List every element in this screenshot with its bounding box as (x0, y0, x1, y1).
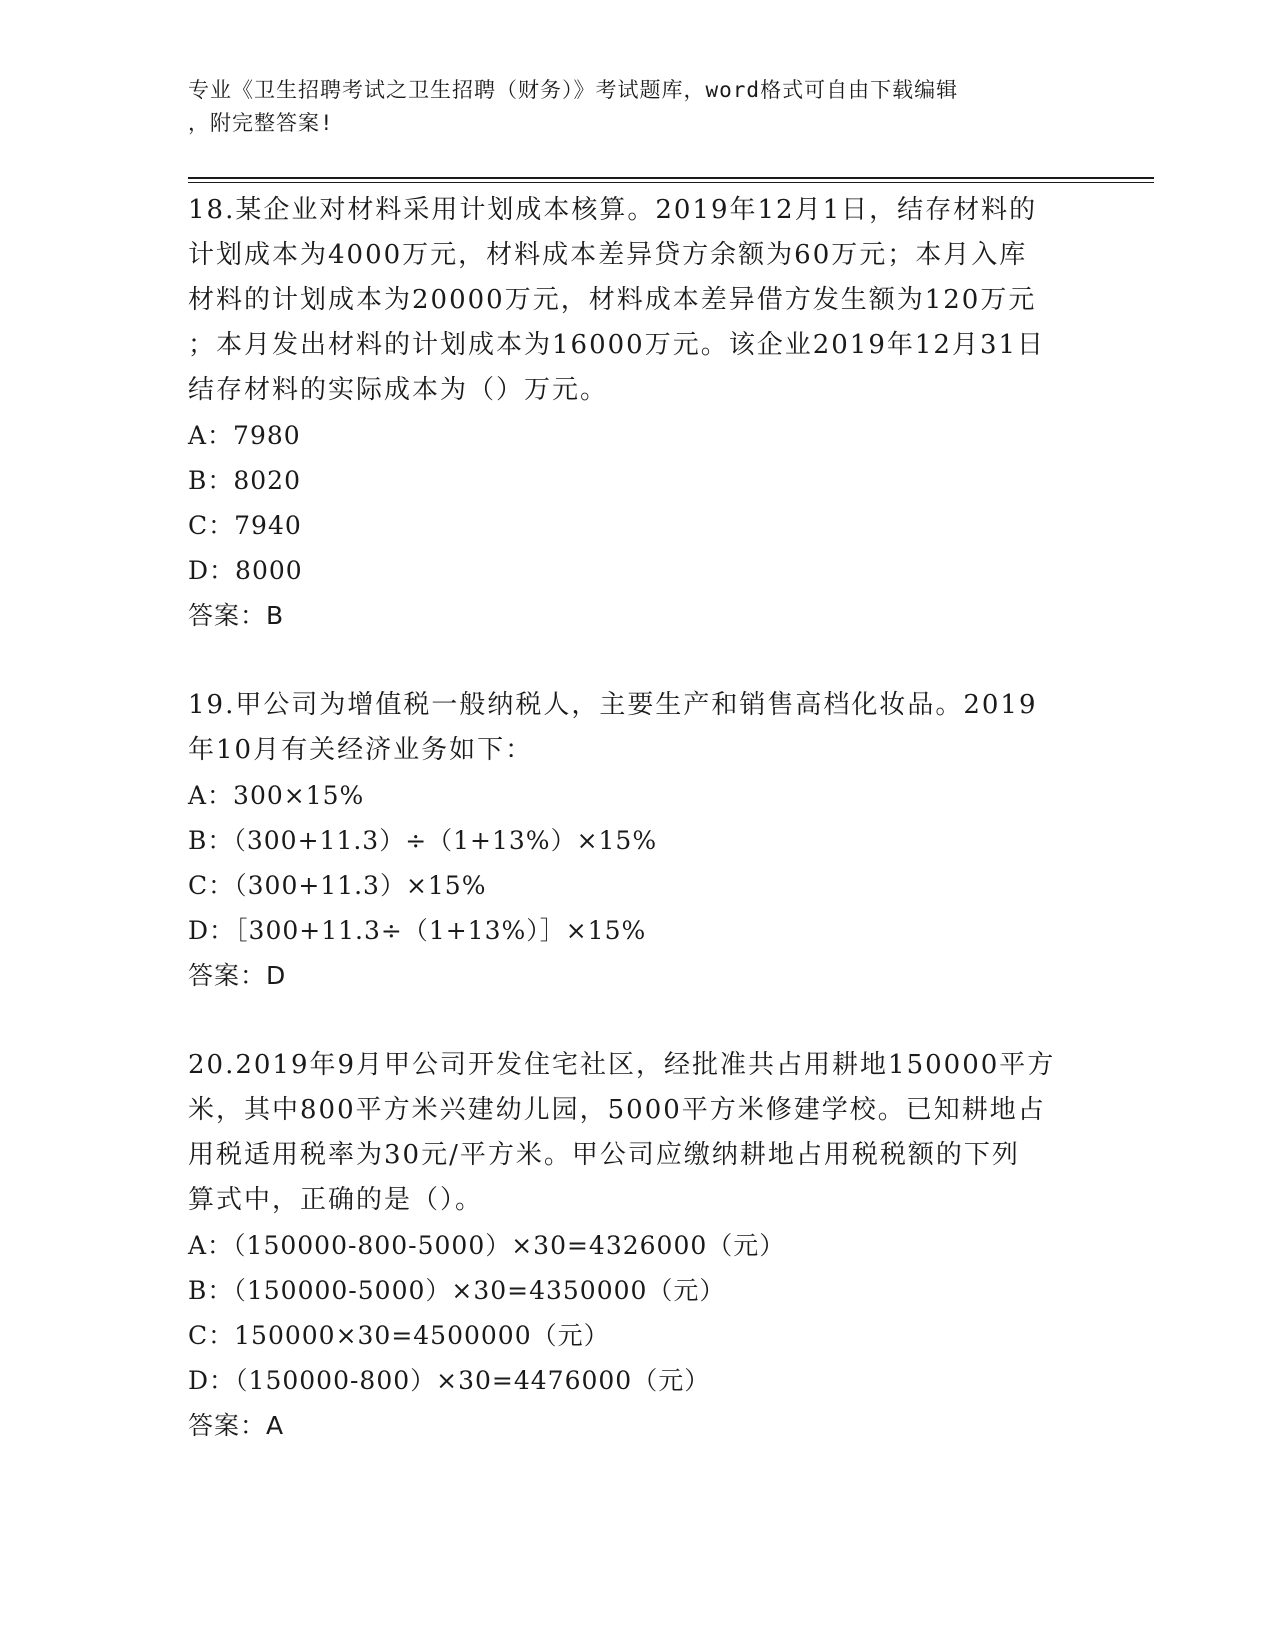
header-line-2: ，附完整答案! (188, 111, 334, 135)
stem-line: 用税适用税率为30元/平方米。甲公司应缴纳耕地占用税税额的下列 (188, 1140, 1020, 1170)
header-rule-thin (188, 182, 1154, 183)
question-spacer (188, 638, 1068, 683)
option-c: C：150000×30=4500000（元） (188, 1321, 610, 1350)
option-c: C：7940 (188, 511, 302, 540)
header-line-1: 专业《卫生招聘考试之卫生招聘（财务）》考试题库，word格式可自由下载编辑 (188, 78, 959, 102)
question-18 (188, 188, 1068, 638)
option-b: B：（300+11.3）÷（1+13%）×15% (188, 826, 658, 855)
question-stem (188, 683, 1068, 773)
stem-line: 米，其中800平方米兴建幼儿园，5000平方米修建学校。已知耕地占 (188, 1095, 1046, 1125)
option-a: A：300×15% (188, 781, 365, 810)
option-d: D：（150000-800）×30=4476000（元） (188, 1366, 711, 1395)
question-20 (188, 1043, 1068, 1448)
option-a: A：7980 (188, 421, 301, 450)
option-b: B：（150000-5000）×30=4350000（元） (188, 1276, 726, 1305)
question-stem (188, 188, 1068, 413)
answer-label: 答案：D (188, 961, 287, 990)
document-header (188, 74, 1068, 140)
question-spacer (188, 998, 1068, 1043)
option-d: D：［300+11.3÷（1+13%）］×15% (188, 916, 647, 945)
option-c: C：（300+11.3）×15% (188, 871, 487, 900)
stem-line: 20.2019年9月甲公司开发住宅社区，经批准共占用耕地150000平方 (188, 1050, 1056, 1080)
option-a: A：（150000-800-5000）×30=4326000（元） (188, 1231, 786, 1260)
stem-line: 计划成本为4000万元，材料成本差异贷方余额为60万元；本月入库 (188, 240, 1028, 270)
stem-line: 材料的计划成本为20000万元，材料成本差异借方发生额为120万元 (188, 285, 1037, 315)
stem-line: 19.甲公司为增值税一般纳税人，主要生产和销售高档化妆品。2019 (188, 690, 1038, 720)
question-list (188, 188, 1068, 1448)
question-stem (188, 1043, 1068, 1223)
question-19 (188, 683, 1068, 998)
stem-line: 结存材料的实际成本为（）万元。 (188, 375, 609, 405)
stem-line: 算式中，正确的是（）。 (188, 1185, 484, 1215)
stem-line: ；本月发出材料的计划成本为16000万元。该企业2019年12月31日 (188, 330, 1046, 360)
option-d: D：8000 (188, 556, 303, 585)
stem-line: 18.某企业对材料采用计划成本核算。2019年12月1日，结存材料的 (188, 195, 1038, 225)
stem-line: 年10月有关经济业务如下： (188, 735, 534, 765)
answer-label: 答案：B (188, 601, 285, 630)
header-rule-thick (188, 177, 1154, 179)
answer-label: 答案：A (188, 1411, 285, 1440)
option-b: B：8020 (188, 466, 301, 495)
